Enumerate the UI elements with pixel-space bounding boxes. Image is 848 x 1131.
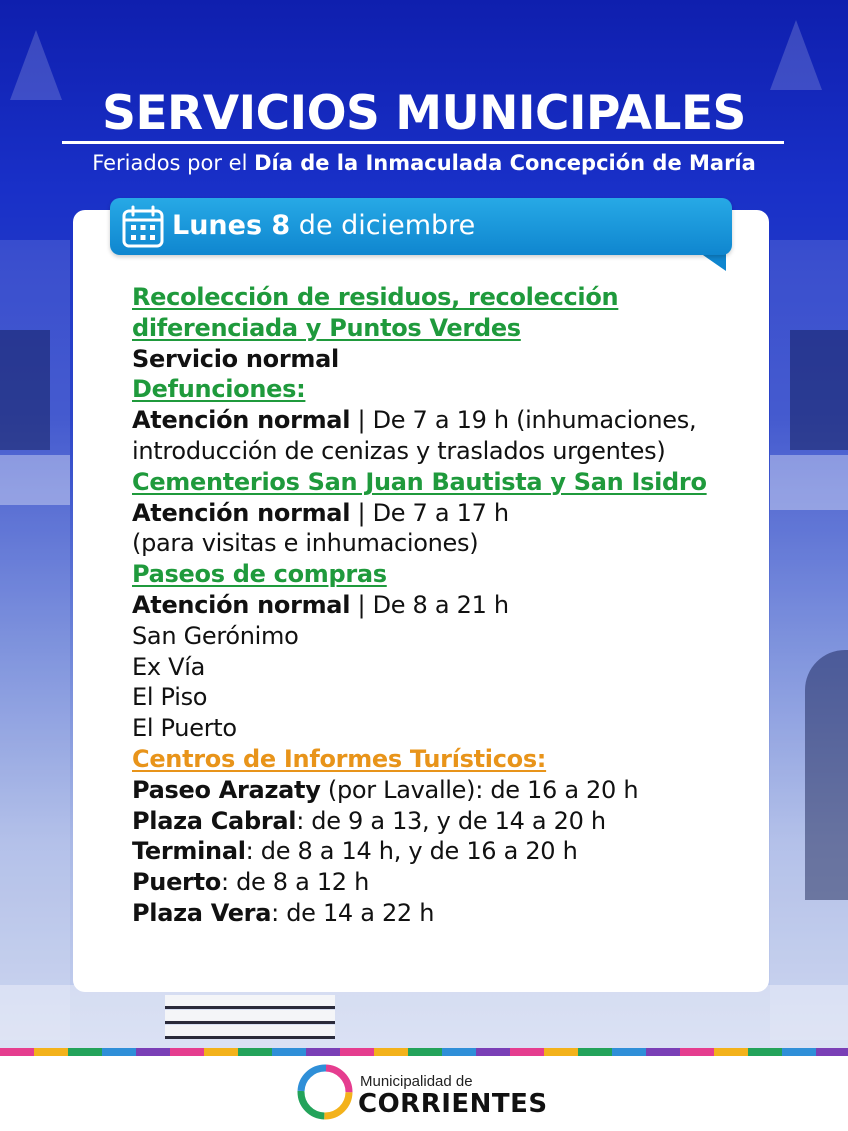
turismo-item-name: Plaza Cabral <box>132 806 297 835</box>
turismo-item-hours: : de 14 a 22 h <box>271 898 435 927</box>
cementerios-status: Atención normal <box>132 498 351 527</box>
right-window <box>790 330 848 450</box>
cementerios-detail2: (para visitas e inhumaciones) <box>132 529 479 558</box>
heading-residuos-line1: Recolección de residuos, recolección <box>132 283 619 311</box>
date-banner-tail <box>700 253 726 271</box>
cementerios-detail1: | De 7 a 17 h <box>350 498 509 527</box>
stair-step <box>165 1010 335 1024</box>
subtitle-prefix: Feriados por el <box>92 151 255 175</box>
paseos-hours <box>132 590 752 621</box>
schedule-content <box>132 282 752 929</box>
defunciones-hours <box>132 405 752 436</box>
turismo-item <box>132 836 752 867</box>
paseos-detail: | De 8 a 21 h <box>350 590 509 619</box>
right-finial-ornament <box>770 20 822 90</box>
date-day: Lunes 8 <box>172 210 291 241</box>
date-month: de diciembre <box>290 210 476 241</box>
page-subtitle <box>0 151 848 175</box>
color-stripe <box>0 1048 848 1056</box>
heading-paseos: Paseos de compras <box>132 560 387 589</box>
org-name-big: CORRIENTES <box>358 1089 548 1119</box>
defunciones-status: Atención normal <box>132 406 351 435</box>
right-balcony <box>770 455 848 510</box>
title-underline <box>62 141 784 144</box>
calendar-icon <box>120 204 166 250</box>
residuos-status: Servicio normal <box>132 344 339 373</box>
turismo-item-hours: (por Lavalle): de 16 a 20 h <box>320 775 639 804</box>
stair-step <box>165 995 335 1009</box>
heading-defunciones: Defunciones: <box>132 375 306 404</box>
right-arched-door <box>805 650 848 900</box>
municipal-logo-icon <box>296 1063 354 1121</box>
turismo-item <box>132 898 752 929</box>
turismo-item-name: Puerto <box>132 868 221 897</box>
heading-turismo: Centros de Informes Turísticos: <box>132 744 547 773</box>
org-name-small: Municipalidad de <box>360 1073 473 1090</box>
paseo-place: San Gerónimo <box>132 621 299 650</box>
date-label <box>172 210 475 241</box>
left-balcony <box>0 455 70 505</box>
subtitle-holiday: Día de la Inmaculada Concepción de María <box>254 151 756 175</box>
turismo-item-hours: : de 8 a 12 h <box>220 868 370 897</box>
turismo-item-hours: : de 9 a 13, y de 14 a 20 h <box>296 806 606 835</box>
paseos-status: Atención normal <box>132 590 351 619</box>
turismo-item <box>132 867 752 898</box>
turismo-item-name: Terminal <box>132 837 246 866</box>
page-title: SERVICIOS MUNICIPALES <box>102 86 746 141</box>
cementerios-hours <box>132 498 752 529</box>
turismo-item-name: Plaza Vera <box>132 898 272 927</box>
heading-residuos-line2: diferenciada y Puntos Verdes <box>132 313 521 342</box>
turismo-item-name: Paseo Arazaty <box>132 775 321 804</box>
left-window <box>0 330 50 450</box>
stair-step <box>165 1025 335 1039</box>
defunciones-detail2: introducción de cenizas y traslados urgentes) <box>132 436 666 465</box>
heading-cementerios: Cementerios San Juan Bautista y San Isidro <box>132 467 707 496</box>
date-banner <box>110 198 732 255</box>
paseo-place: El Piso <box>132 683 208 712</box>
paseo-place: Ex Vía <box>132 652 205 681</box>
turismo-item-hours: : de 8 a 14 h, y de 16 a 20 h <box>245 837 578 866</box>
turismo-item <box>132 806 752 837</box>
defunciones-detail1: | De 7 a 19 h (inhumaciones, <box>350 406 697 435</box>
paseo-place: El Puerto <box>132 714 237 743</box>
building-base <box>0 985 848 1050</box>
turismo-item <box>132 775 752 806</box>
